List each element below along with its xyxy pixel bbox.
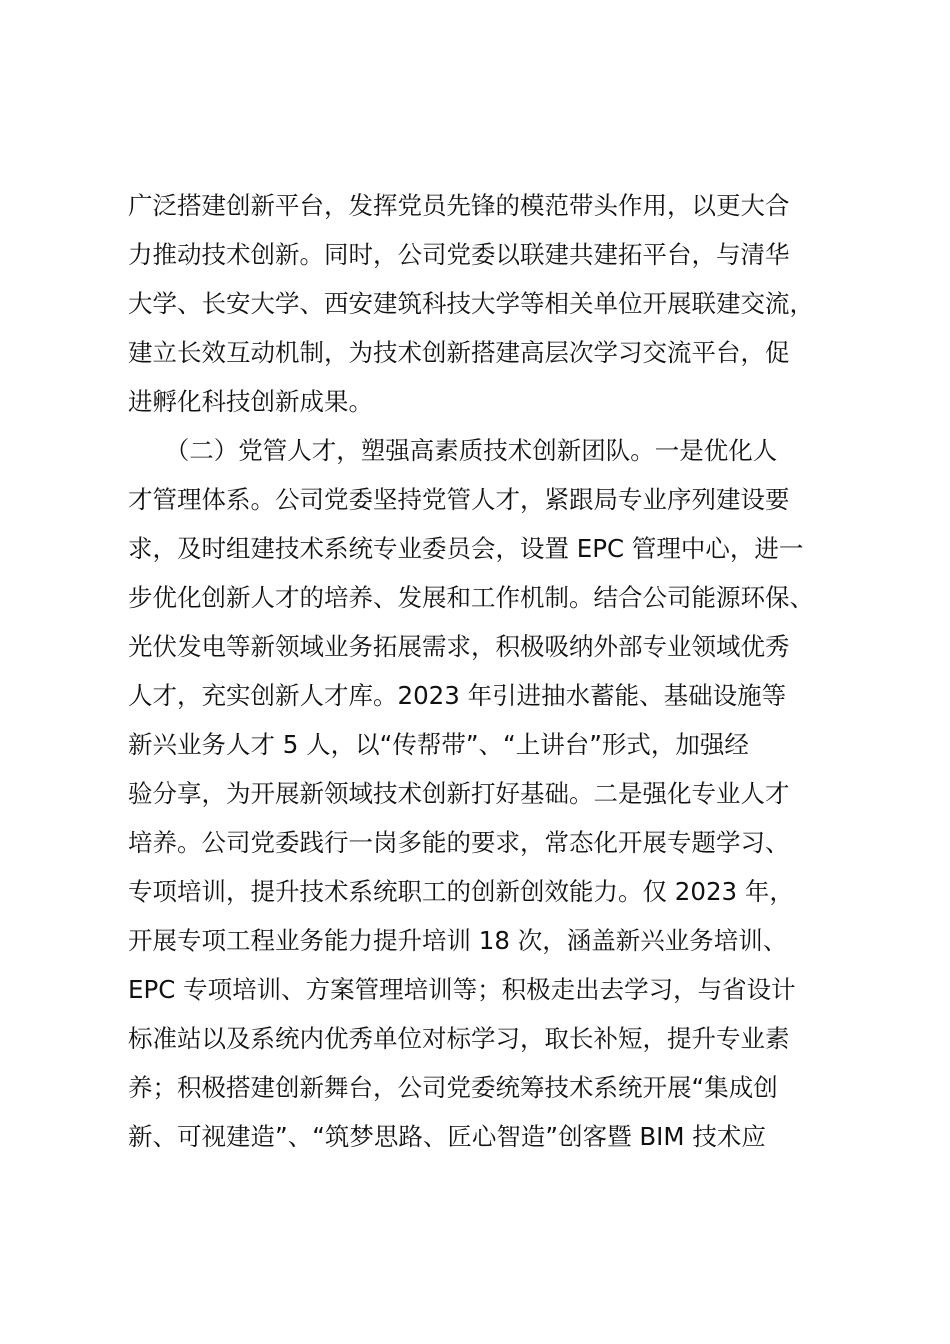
text-line: 新兴业务人才 5 人，以“传帮带”、“上讲台”形式，加强经	[128, 730, 749, 759]
text-line: 新、可视建造”、“筑梦思路、匠心智造”创客暨 BIM 技术应	[128, 1122, 766, 1151]
text-line: EPC 专项培训、方案管理培训等；积极走出去学习，与省设计	[128, 975, 796, 1004]
text-line: 光伏发电等新领域业务拓展需求，积极吸纳外部专业领域优秀	[128, 632, 790, 661]
text-line: 标准站以及系统内优秀单位对标学习，取长补短，提升专业素	[128, 1024, 790, 1053]
text-line: 人才，充实创新人才库。2023 年引进抽水蓄能、基础设施等	[128, 681, 787, 710]
text-line: 步优化创新人才的培养、发展和工作机制。结合公司能源环保、	[128, 583, 814, 612]
text-line: 大学、长安大学、西安建筑科技大学等相关单位开展联建交流，	[128, 289, 814, 318]
text-line: 开展专项工程业务能力提升培训 18 次，涵盖新兴业务培训、	[128, 926, 788, 955]
text-line: 进孵化科技创新成果。	[128, 387, 373, 416]
text-line: 求，及时组建技术系统专业委员会，设置 EPC 管理中心，进一	[128, 534, 804, 563]
text-line: 养；积极搭建创新舞台，公司党委统筹技术系统开展“集成创	[128, 1073, 778, 1102]
section-heading-line: （二）党管人才，塑强高素质技术创新团队。一是优化人	[128, 436, 778, 465]
text-line: 建立长效互动机制，为技术创新搭建高层次学习交流平台，促	[128, 338, 790, 367]
text-line: 专项培训，提升技术系统职工的创新创效能力。仅 2023 年，	[128, 877, 794, 906]
text-line: 才管理体系。公司党委坚持党管人才，紧跟局专业序列建设要	[128, 485, 790, 514]
body-text	[128, 186, 853, 1166]
text-line: 广泛搭建创新平台，发挥党员先锋的模范带头作用，以更大合	[128, 191, 790, 220]
text-line: 验分享，为开展新领域技术创新打好基础。二是强化专业人才	[128, 779, 790, 808]
text-line: 培养。公司党委践行一岗多能的要求，常态化开展专题学习、	[128, 828, 790, 857]
text-line: 力推动技术创新。同时，公司党委以联建共建拓平台，与清华	[128, 240, 790, 269]
